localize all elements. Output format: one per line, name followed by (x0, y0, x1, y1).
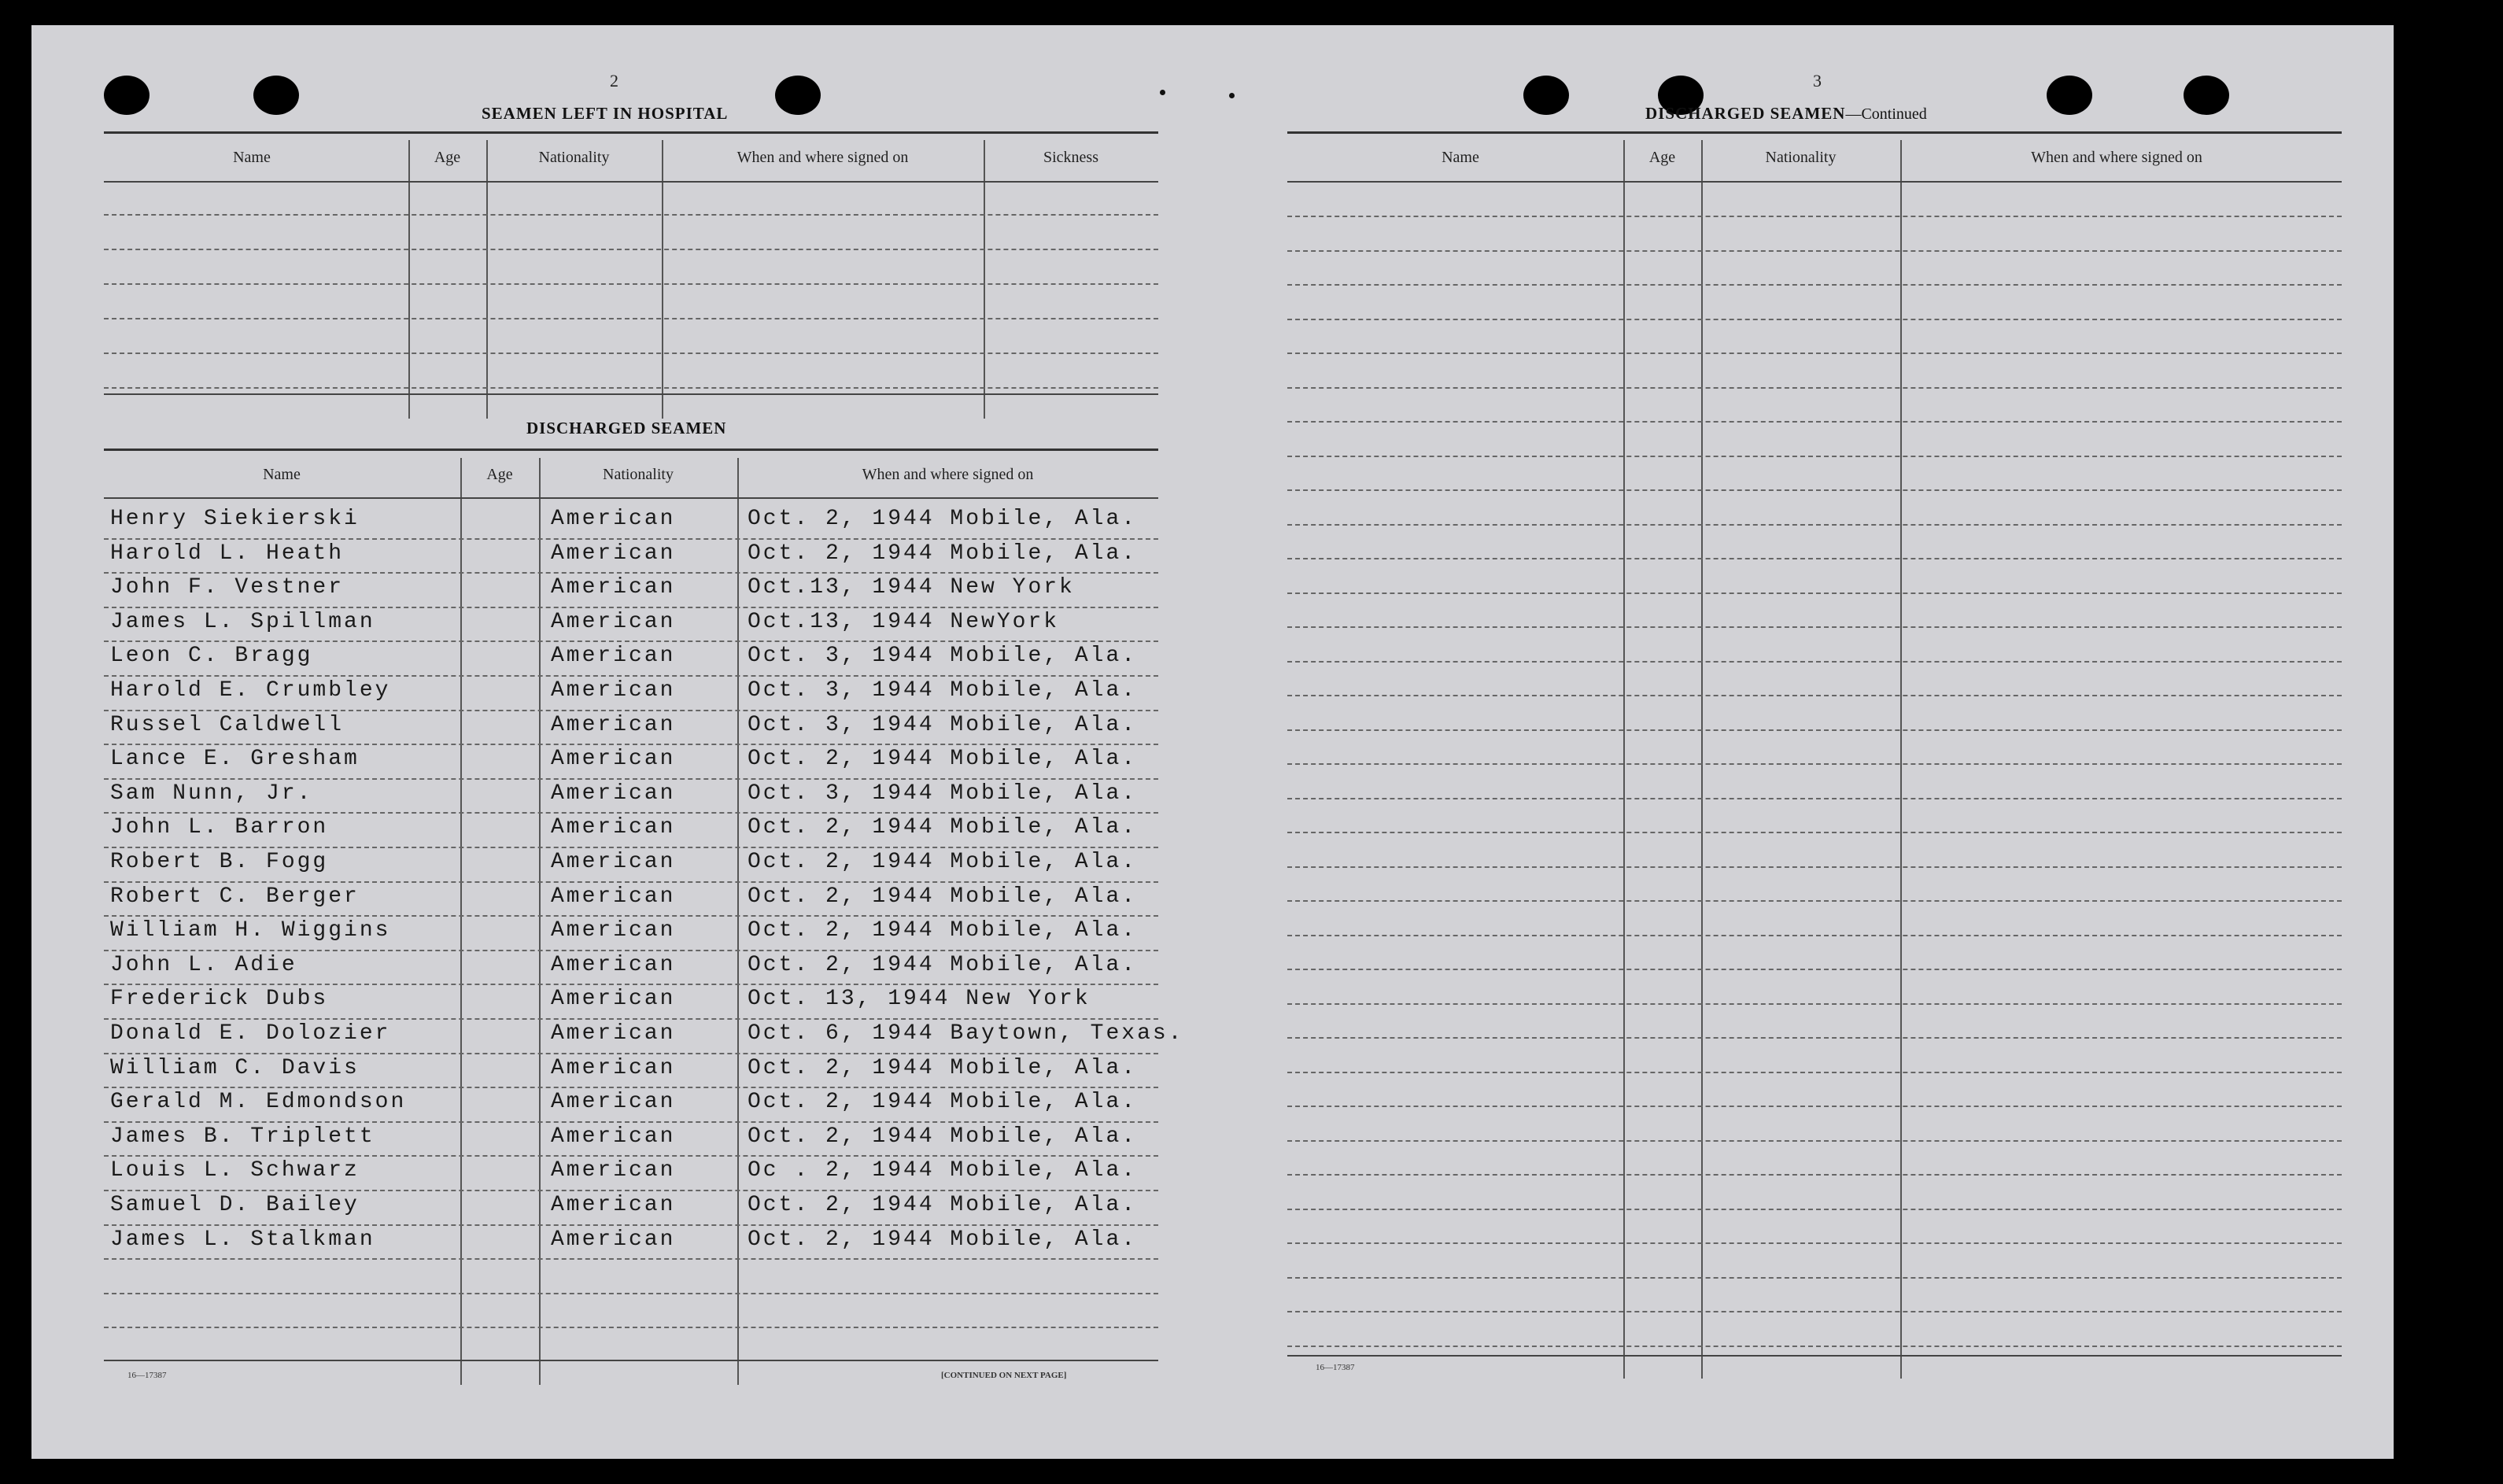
row-rule (1287, 1209, 2342, 1210)
row-rule (104, 744, 1158, 745)
seaman-name: Henry Siekierski (110, 507, 360, 531)
row-rule (104, 675, 1158, 677)
row-rule (1287, 592, 2342, 594)
column-header-sickness: Sickness (1043, 149, 1098, 166)
row-rule (1287, 319, 2342, 320)
seaman-name: John L. Adie (110, 952, 297, 977)
rule (104, 497, 1158, 499)
seaman-signed-on: Oct.13, 1944 NewYork (748, 609, 1060, 634)
seaman-signed-on: Oct. 2, 1944 Mobile, Ala. (748, 541, 1138, 566)
row-rule (104, 387, 1158, 389)
rule (104, 449, 1158, 451)
row-rule (104, 1327, 1158, 1328)
column-divider (737, 458, 739, 1385)
seaman-signed-on: Oct. 2, 1944 Mobile, Ala. (748, 747, 1138, 772)
row-rule (1287, 421, 2342, 423)
row-rule (1287, 456, 2342, 457)
column-header-signed-on: When and where signed on (737, 149, 909, 166)
row-rule (104, 283, 1158, 285)
row-rule (104, 1053, 1158, 1054)
seaman-signed-on: Oct. 2, 1944 Mobile, Ala. (748, 1055, 1138, 1080)
seaman-signed-on: Oct. 2, 1944 Mobile, Ala. (748, 918, 1138, 943)
seaman-signed-on: Oct. 3, 1944 Mobile, Ala. (748, 712, 1138, 737)
row-rule (1287, 353, 2342, 354)
seaman-signed-on: Oct. 13, 1944 New York (748, 987, 1091, 1012)
row-rule (104, 353, 1158, 354)
ink-speck (1160, 90, 1165, 95)
row-rule (104, 1018, 1158, 1020)
row-rule (1287, 250, 2342, 252)
seaman-signed-on: Oct. 3, 1944 Mobile, Ala. (748, 781, 1138, 806)
rule (1287, 1355, 2342, 1357)
seaman-nationality: American (551, 609, 676, 634)
seaman-name: Harold L. Heath (110, 541, 345, 566)
seaman-nationality: American (551, 1055, 676, 1080)
row-rule (1287, 1037, 2342, 1039)
rule (1287, 181, 2342, 183)
rule (104, 181, 1158, 183)
seaman-signed-on: Oct. 2, 1944 Mobile, Ala. (748, 1090, 1138, 1115)
row-rule (1287, 1003, 2342, 1005)
row-rule (1287, 695, 2342, 696)
row-rule (104, 538, 1158, 540)
row-rule (1287, 866, 2342, 868)
seaman-nationality: American (551, 1124, 676, 1149)
punch-hole (775, 76, 821, 115)
title-text: DISCHARGED SEAMEN (1645, 104, 1846, 123)
seaman-signed-on: Oct. 3, 1944 Mobile, Ala. (748, 644, 1138, 669)
seaman-nationality: American (551, 987, 676, 1012)
row-rule (1287, 832, 2342, 833)
seaman-name: James B. Triplett (110, 1124, 375, 1149)
row-rule (1287, 1242, 2342, 1244)
row-rule (1287, 798, 2342, 799)
seaman-name: James L. Stalkman (110, 1227, 375, 1252)
seaman-nationality: American (551, 850, 676, 874)
seaman-name: John L. Barron (110, 815, 329, 840)
seaman-nationality: American (551, 541, 676, 566)
column-header-nationality: Nationality (603, 466, 674, 483)
row-rule (1287, 1072, 2342, 1073)
page-number-right: 3 (1813, 71, 1822, 90)
row-rule (104, 214, 1158, 216)
row-rule (1287, 1346, 2342, 1347)
seaman-signed-on: Oct. 6, 1944 Baytown, Texas. (748, 1021, 1184, 1046)
seaman-signed-on: Oct. 2, 1944 Mobile, Ala. (748, 815, 1138, 840)
column-header-name: Name (263, 466, 301, 483)
row-rule (1287, 1311, 2342, 1312)
row-rule (1287, 216, 2342, 217)
hospital-section-title: SEAMEN LEFT IN HOSPITAL (482, 104, 729, 123)
seaman-signed-on: Oct.13, 1944 New York (748, 575, 1075, 600)
row-rule (104, 1224, 1158, 1226)
discharged-continued-title (1645, 104, 1927, 124)
page-number-left: 2 (610, 71, 618, 90)
row-rule (104, 1121, 1158, 1123)
seaman-nationality: American (551, 1193, 676, 1217)
seaman-name: William H. Wiggins (110, 918, 391, 943)
seaman-signed-on: Oct. 2, 1944 Mobile, Ala. (748, 1124, 1138, 1149)
row-rule (1287, 387, 2342, 389)
row-rule (1287, 524, 2342, 526)
rule (104, 131, 1158, 134)
row-rule (1287, 626, 2342, 628)
seaman-nationality: American (551, 575, 676, 600)
row-rule (1287, 1174, 2342, 1176)
seaman-name: Samuel D. Bailey (110, 1193, 360, 1217)
seaman-name: Russel Caldwell (110, 712, 345, 737)
row-rule (1287, 558, 2342, 559)
seaman-nationality: American (551, 747, 676, 772)
seaman-name: Sam Nunn, Jr. (110, 781, 313, 806)
form-number-right: 16—17387 (1316, 1363, 1355, 1372)
punch-hole (253, 76, 299, 115)
punch-hole (2047, 76, 2092, 115)
row-rule (104, 607, 1158, 608)
column-header-signed-on: When and where signed on (862, 466, 1034, 483)
row-rule (1287, 763, 2342, 765)
row-rule (104, 984, 1158, 985)
row-rule (1287, 489, 2342, 491)
seaman-signed-on: Oct. 3, 1944 Mobile, Ala. (748, 678, 1138, 703)
row-rule (1287, 729, 2342, 731)
row-rule (104, 950, 1158, 951)
seaman-nationality: American (551, 781, 676, 806)
seaman-name: William C. Davis (110, 1055, 360, 1080)
seaman-name: Harold E. Crumbley (110, 678, 391, 703)
column-header-nationality: Nationality (1765, 149, 1837, 166)
row-rule (104, 812, 1158, 814)
seaman-nationality: American (551, 712, 676, 737)
seaman-name: Louis L. Schwarz (110, 1158, 360, 1183)
row-rule (104, 1293, 1158, 1294)
seaman-name: Lance E. Gresham (110, 747, 360, 772)
seaman-name: John F. Vestner (110, 575, 345, 600)
continued-note: [CONTINUED ON NEXT PAGE] (941, 1371, 1067, 1380)
seaman-nationality: American (551, 678, 676, 703)
punch-hole (104, 76, 150, 115)
seaman-nationality: American (551, 1090, 676, 1115)
column-header-name: Name (233, 149, 271, 166)
seaman-nationality: American (551, 507, 676, 531)
column-divider (1701, 140, 1703, 1379)
row-rule (1287, 284, 2342, 286)
row-rule (104, 1190, 1158, 1191)
form-number-left: 16—17387 (127, 1371, 167, 1380)
seaman-nationality: American (551, 918, 676, 943)
row-rule (104, 778, 1158, 780)
row-rule (104, 710, 1158, 711)
row-rule (1287, 969, 2342, 970)
row-rule (104, 1155, 1158, 1157)
seaman-name: Robert B. Fogg (110, 850, 329, 874)
row-rule (104, 847, 1158, 848)
seaman-signed-on: Oct. 2, 1944 Mobile, Ala. (748, 850, 1138, 874)
row-rule (1287, 1106, 2342, 1107)
ink-speck (1229, 93, 1235, 98)
seaman-nationality: American (551, 884, 676, 909)
row-rule (104, 881, 1158, 883)
seaman-nationality: American (551, 1227, 676, 1252)
column-header-age: Age (1648, 149, 1676, 166)
seaman-name: Leon C. Bragg (110, 644, 313, 669)
seaman-name: Frederick Dubs (110, 987, 329, 1012)
seaman-nationality: American (551, 815, 676, 840)
column-header-age: Age (434, 149, 461, 166)
row-rule (1287, 661, 2342, 663)
column-header-signed-on: When and where signed on (2031, 149, 2202, 166)
seaman-signed-on: Oct. 2, 1944 Mobile, Ala. (748, 884, 1138, 909)
row-rule (104, 640, 1158, 642)
seaman-nationality: American (551, 644, 676, 669)
column-divider (1623, 140, 1625, 1379)
column-header-age: Age (486, 466, 513, 483)
rule (104, 393, 1158, 395)
seaman-signed-on: Oc . 2, 1944 Mobile, Ala. (748, 1158, 1138, 1183)
row-rule (104, 915, 1158, 917)
discharged-section-title: DISCHARGED SEAMEN (526, 419, 727, 437)
seaman-signed-on: Oct. 2, 1944 Mobile, Ala. (748, 952, 1138, 977)
row-rule (1287, 1277, 2342, 1279)
punch-hole (2184, 76, 2229, 115)
row-rule (104, 1087, 1158, 1088)
row-rule (104, 1258, 1158, 1260)
document-sheet (31, 25, 2394, 1459)
column-header-nationality: Nationality (538, 149, 610, 166)
row-rule (1287, 1140, 2342, 1142)
title-suffix: —Continued (1845, 105, 1927, 123)
column-header-name: Name (1442, 149, 1479, 166)
row-rule (104, 318, 1158, 319)
column-divider (1900, 140, 1902, 1379)
row-rule (104, 249, 1158, 250)
row-rule (1287, 935, 2342, 936)
punch-hole (1523, 76, 1569, 115)
rule (1287, 131, 2342, 134)
seaman-signed-on: Oct. 2, 1944 Mobile, Ala. (748, 1227, 1138, 1252)
row-rule (104, 572, 1158, 574)
rule (104, 1360, 1158, 1361)
column-divider (460, 458, 462, 1385)
row-rule (1287, 900, 2342, 902)
seaman-nationality: American (551, 952, 676, 977)
column-divider (539, 458, 541, 1385)
seaman-name: James L. Spillman (110, 609, 375, 634)
seaman-nationality: American (551, 1021, 676, 1046)
seaman-signed-on: Oct. 2, 1944 Mobile, Ala. (748, 507, 1138, 531)
seaman-name: Robert C. Berger (110, 884, 360, 909)
seaman-nationality: American (551, 1158, 676, 1183)
seaman-signed-on: Oct. 2, 1944 Mobile, Ala. (748, 1193, 1138, 1217)
seaman-name: Donald E. Dolozier (110, 1021, 391, 1046)
seaman-name: Gerald M. Edmondson (110, 1090, 407, 1115)
